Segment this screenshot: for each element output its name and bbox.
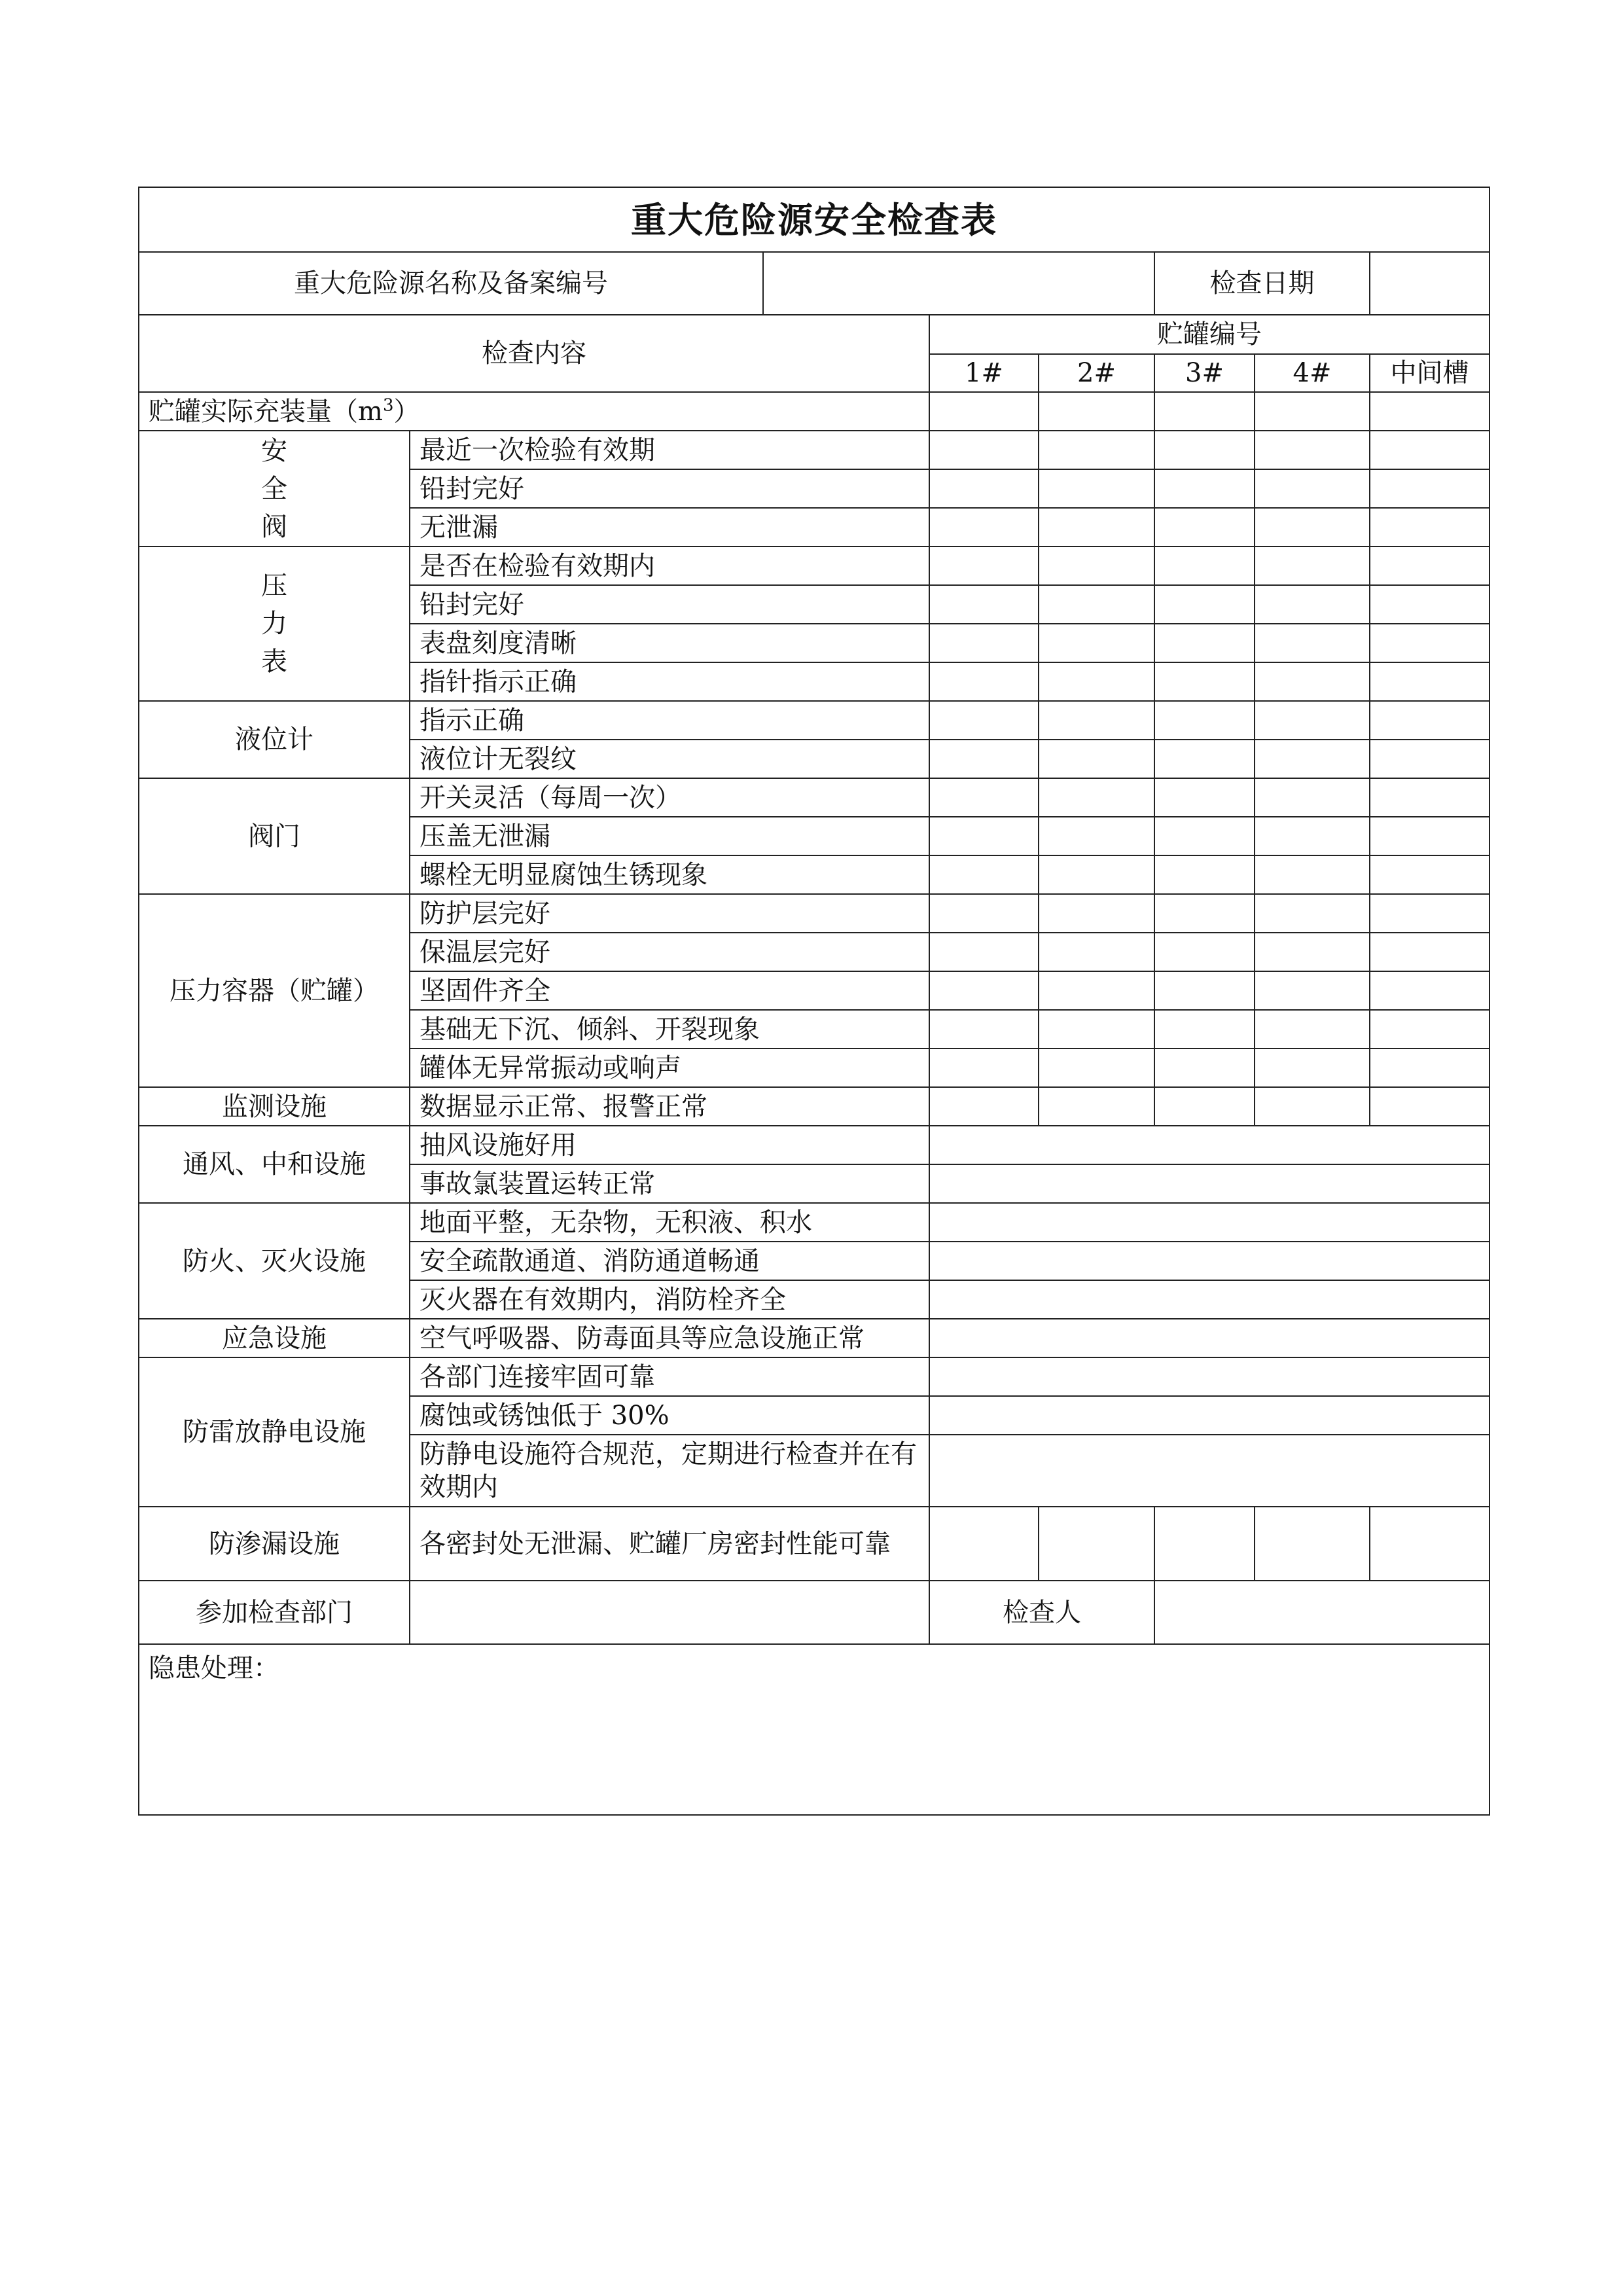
check-cell[interactable] (1154, 855, 1255, 894)
section-name-char: 阀 (261, 511, 287, 542)
check-cell[interactable] (929, 894, 1039, 933)
result-cell[interactable] (929, 1357, 1489, 1396)
check-cell[interactable] (1154, 585, 1255, 624)
check-cell[interactable] (1255, 778, 1370, 817)
check-item: 铅封完好 (410, 585, 929, 624)
check-cell[interactable] (1039, 701, 1154, 740)
check-cell[interactable] (929, 971, 1039, 1010)
check-item: 灭火器在有效期内，消防栓齐全 (410, 1280, 929, 1319)
check-cell[interactable] (1255, 701, 1370, 740)
check-cell[interactable] (1370, 508, 1489, 547)
check-item: 无泄漏 (410, 508, 929, 547)
check-cell[interactable] (1255, 547, 1370, 585)
inspection-form (138, 187, 1490, 1816)
check-cell[interactable] (1255, 1087, 1370, 1126)
section-name-char: 全 (261, 473, 287, 504)
check-cell[interactable] (1370, 624, 1489, 662)
check-cell[interactable] (929, 392, 1039, 431)
check-cell[interactable] (1370, 701, 1489, 740)
content-header: 检查内容 (139, 315, 929, 392)
check-cell[interactable] (929, 778, 1039, 817)
check-cell[interactable] (1370, 971, 1489, 1010)
result-cell[interactable] (929, 1280, 1489, 1319)
check-cell[interactable] (1154, 1010, 1255, 1049)
check-cell[interactable] (929, 740, 1039, 778)
check-cell[interactable] (929, 1010, 1039, 1049)
check-item: 表盘刻度清晰 (410, 624, 929, 662)
check-cell[interactable] (1370, 1507, 1489, 1581)
check-cell[interactable] (1039, 547, 1154, 585)
check-item: 开关灵活（每周一次） (410, 778, 929, 817)
check-cell[interactable] (929, 933, 1039, 971)
check-item: 最近一次检验有效期 (410, 431, 929, 469)
section-name: 液位计 (139, 701, 410, 778)
check-cell[interactable] (1370, 585, 1489, 624)
check-cell[interactable] (929, 1507, 1039, 1581)
dept-field[interactable] (410, 1581, 929, 1644)
check-cell[interactable] (1370, 1049, 1489, 1087)
check-cell[interactable] (1154, 662, 1255, 701)
check-cell[interactable] (1154, 778, 1255, 817)
check-cell[interactable] (929, 662, 1039, 701)
form-title: 重大危险源安全检查表 (139, 187, 1489, 252)
check-cell[interactable] (1039, 971, 1154, 1010)
check-cell[interactable] (929, 624, 1039, 662)
check-item: 各密封处无泄漏、贮罐厂房密封性能可靠 (410, 1507, 929, 1581)
check-cell[interactable] (1370, 855, 1489, 894)
section-name (139, 431, 410, 547)
check-cell[interactable] (1039, 1010, 1154, 1049)
tank-col-header: 4# (1255, 354, 1370, 392)
check-date-field[interactable] (1370, 252, 1489, 315)
check-cell[interactable] (1255, 971, 1370, 1010)
check-cell[interactable] (1255, 1507, 1370, 1581)
check-cell[interactable] (929, 855, 1039, 894)
check-item: 铅封完好 (410, 469, 929, 508)
section-name-char: 表 (261, 647, 287, 677)
check-cell[interactable] (1255, 431, 1370, 469)
result-cell[interactable] (929, 1126, 1489, 1164)
section-name-char: 安 (261, 435, 287, 466)
tank-number-header: 贮罐编号 (929, 315, 1489, 354)
result-cell[interactable] (929, 1203, 1489, 1242)
check-cell[interactable] (1255, 740, 1370, 778)
section-name: 通风、中和设施 (139, 1126, 410, 1203)
check-cell[interactable] (929, 1049, 1039, 1087)
hazard-handling-field[interactable] (139, 1644, 1489, 1815)
check-cell[interactable] (1255, 817, 1370, 855)
check-item: 坚固件齐全 (410, 971, 929, 1010)
check-item: 抽风设施好用 (410, 1126, 929, 1164)
check-item: 基础无下沉、倾斜、开裂现象 (410, 1010, 929, 1049)
check-cell[interactable] (1154, 701, 1255, 740)
check-cell[interactable] (1255, 1010, 1370, 1049)
check-cell[interactable] (1154, 547, 1255, 585)
check-cell[interactable] (1039, 392, 1154, 431)
result-cell[interactable] (929, 1242, 1489, 1280)
check-cell[interactable] (1370, 1010, 1489, 1049)
section-name: 阀门 (139, 778, 410, 894)
check-cell[interactable] (1154, 431, 1255, 469)
section-name: 防火、灭火设施 (139, 1203, 410, 1319)
check-cell[interactable] (1255, 894, 1370, 933)
check-cell[interactable] (1039, 1507, 1154, 1581)
check-item: 安全疏散通道、消防通道畅通 (410, 1242, 929, 1280)
section-name: 应急设施 (139, 1319, 410, 1357)
check-cell[interactable] (1039, 1049, 1154, 1087)
check-item: 事故氯装置运转正常 (410, 1164, 929, 1203)
check-cell[interactable] (1370, 547, 1489, 585)
hazard-name-label: 重大危险源名称及备案编号 (139, 252, 763, 315)
check-cell[interactable] (1154, 508, 1255, 547)
check-cell[interactable] (1370, 1087, 1489, 1126)
tank-col-header: 3# (1154, 354, 1255, 392)
check-cell[interactable] (1255, 508, 1370, 547)
result-cell[interactable] (929, 1164, 1489, 1203)
check-cell[interactable] (1370, 469, 1489, 508)
check-cell[interactable] (929, 701, 1039, 740)
check-item: 空气呼吸器、防毒面具等应急设施正常 (410, 1319, 929, 1357)
check-item: 是否在检验有效期内 (410, 547, 929, 585)
check-cell[interactable] (1370, 392, 1489, 431)
result-cell[interactable] (929, 1319, 1489, 1357)
inspector-field[interactable] (1154, 1581, 1489, 1644)
check-cell[interactable] (1154, 1049, 1255, 1087)
check-cell[interactable] (1154, 392, 1255, 431)
section-name-char: 压 (261, 571, 287, 601)
check-item: 各部门连接牢固可靠 (410, 1357, 929, 1396)
check-cell[interactable] (1370, 933, 1489, 971)
check-cell[interactable] (1039, 778, 1154, 817)
check-cell[interactable] (1039, 508, 1154, 547)
check-date-label: 检查日期 (1154, 252, 1370, 315)
check-cell[interactable] (1039, 740, 1154, 778)
section-name: 压力容器（贮罐） (139, 894, 410, 1087)
check-cell[interactable] (1039, 624, 1154, 662)
check-item: 腐蚀或锈蚀低于 30% (410, 1396, 929, 1435)
check-cell[interactable] (1154, 469, 1255, 508)
check-item: 防静电设施符合规范，定期进行检查并在有效期内 (410, 1435, 929, 1507)
check-item: 液位计无裂纹 (410, 740, 929, 778)
section-name-char: 力 (261, 609, 287, 639)
check-cell[interactable] (1255, 585, 1370, 624)
check-cell[interactable] (1154, 971, 1255, 1010)
tank-col-header: 1# (929, 354, 1039, 392)
check-cell[interactable] (929, 817, 1039, 855)
check-cell[interactable] (1370, 817, 1489, 855)
section-name (139, 547, 410, 701)
dept-label: 参加检查部门 (139, 1581, 410, 1644)
section-name: 防雷放静电设施 (139, 1357, 410, 1507)
check-cell[interactable] (1255, 1049, 1370, 1087)
check-cell[interactable] (1370, 740, 1489, 778)
check-item: 压盖无泄漏 (410, 817, 929, 855)
check-cell[interactable] (1154, 894, 1255, 933)
check-cell[interactable] (1039, 431, 1154, 469)
check-item: 防护层完好 (410, 894, 929, 933)
check-cell[interactable] (1154, 933, 1255, 971)
check-cell[interactable] (929, 547, 1039, 585)
fill-volume-label: 贮罐实际充装量$(m^3)$ (139, 392, 929, 431)
check-cell[interactable] (1370, 894, 1489, 933)
check-cell[interactable] (1255, 624, 1370, 662)
check-cell[interactable] (1039, 585, 1154, 624)
check-cell[interactable] (1039, 469, 1154, 508)
check-cell[interactable] (929, 469, 1039, 508)
tank-col-header: 中间槽 (1370, 354, 1489, 392)
check-cell[interactable] (1039, 894, 1154, 933)
check-cell[interactable] (1370, 662, 1489, 701)
inspector-label: 检查人 (929, 1581, 1154, 1644)
check-item: 螺栓无明显腐蚀生锈现象 (410, 855, 929, 894)
result-cell[interactable] (929, 1435, 1489, 1507)
check-cell[interactable] (929, 508, 1039, 547)
check-cell[interactable] (929, 585, 1039, 624)
check-item: 指示正确 (410, 701, 929, 740)
hazard-name-field[interactable] (763, 252, 1154, 315)
check-cell[interactable] (1154, 740, 1255, 778)
check-cell[interactable] (1154, 624, 1255, 662)
tank-col-header: 2# (1039, 354, 1154, 392)
hazard-handling-label: 隐患处理： (149, 1653, 279, 1683)
check-cell[interactable] (1039, 662, 1154, 701)
check-cell[interactable] (1039, 855, 1154, 894)
check-cell[interactable] (1154, 1507, 1255, 1581)
check-cell[interactable] (1154, 817, 1255, 855)
check-cell[interactable] (1255, 469, 1370, 508)
check-cell[interactable] (1039, 1087, 1154, 1126)
check-cell[interactable] (1370, 431, 1489, 469)
check-item: 罐体无异常振动或响声 (410, 1049, 929, 1087)
check-cell[interactable] (1255, 933, 1370, 971)
check-item: 指针指示正确 (410, 662, 929, 701)
check-cell[interactable] (1039, 817, 1154, 855)
section-name: 防渗漏设施 (139, 1507, 410, 1581)
check-item: 保温层完好 (410, 933, 929, 971)
check-cell[interactable] (1255, 855, 1370, 894)
check-cell[interactable] (1370, 778, 1489, 817)
check-cell[interactable] (1039, 933, 1154, 971)
check-cell[interactable] (1255, 392, 1370, 431)
check-cell[interactable] (1154, 1087, 1255, 1126)
check-item: 数据显示正常、报警正常 (410, 1087, 929, 1126)
section-name: 监测设施 (139, 1087, 410, 1126)
check-cell[interactable] (1255, 662, 1370, 701)
check-cell[interactable] (929, 1087, 1039, 1126)
check-cell[interactable] (929, 431, 1039, 469)
result-cell[interactable] (929, 1396, 1489, 1435)
check-item: 地面平整，无杂物，无积液、积水 (410, 1203, 929, 1242)
